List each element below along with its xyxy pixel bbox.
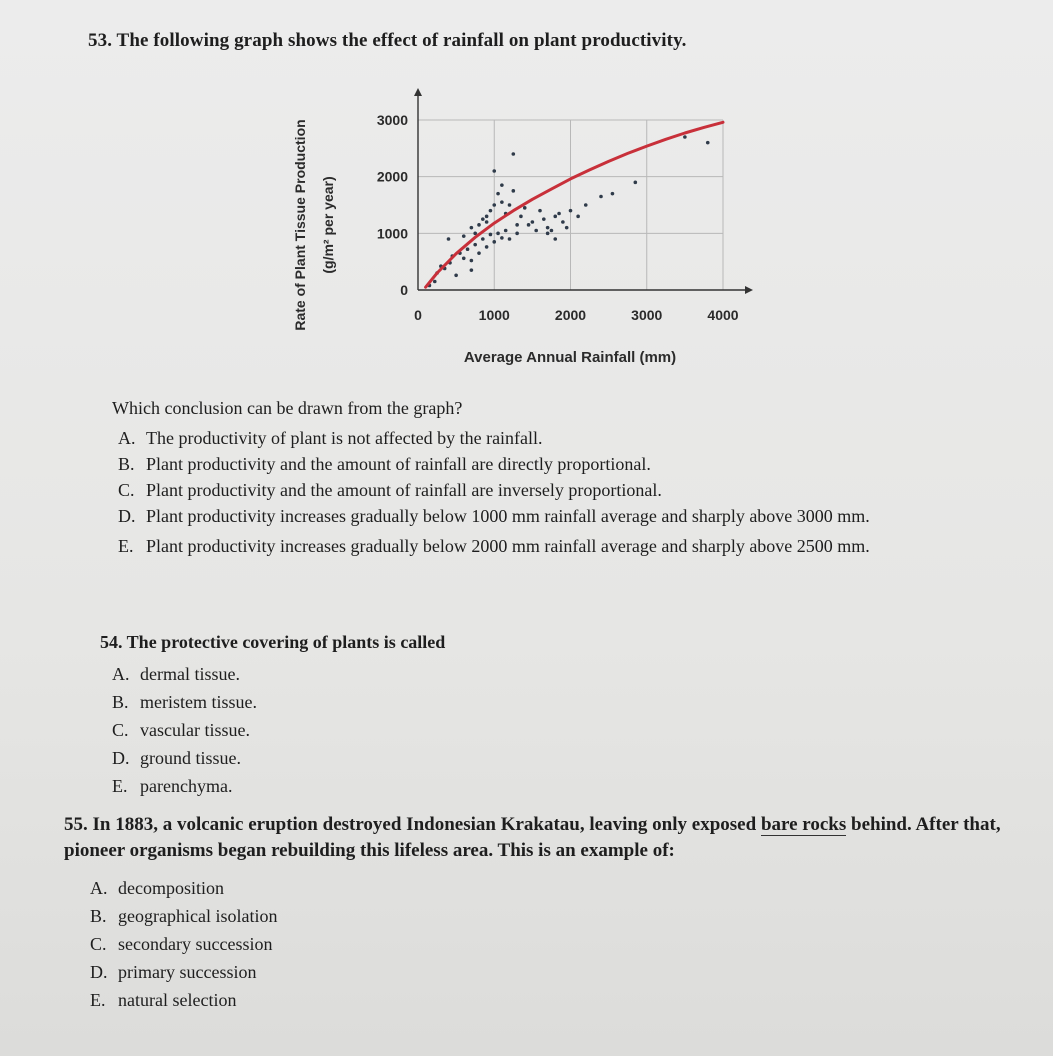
data-point [462, 256, 466, 260]
data-point [683, 135, 687, 139]
data-point [485, 220, 489, 224]
data-point [500, 200, 504, 204]
y-tick-label: 3000 [376, 112, 408, 128]
data-point [489, 233, 493, 237]
option-55-e[interactable] [90, 986, 277, 1014]
data-point [504, 229, 508, 233]
option-53-e[interactable] [118, 533, 1023, 559]
option-text: The productivity of plant is not affected by the rainfall. [146, 428, 543, 448]
question-55-title [64, 812, 1029, 864]
data-point [492, 169, 496, 173]
data-point [470, 226, 474, 230]
option-letter: A. [90, 878, 108, 898]
option-text: Plant productivity and the amount of rainfall are directly proportional. [146, 454, 651, 474]
option-letter: A. [118, 428, 136, 448]
data-point [481, 217, 485, 221]
data-point [531, 220, 535, 224]
data-point [565, 226, 569, 230]
data-point [462, 234, 466, 238]
option-letter: B. [112, 692, 129, 712]
q55-underlined-phrase: bare rocks [760, 814, 847, 835]
x-tick-label: 2000 [554, 307, 587, 323]
x-axis-label: Average Annual Rainfall (mm) [463, 349, 677, 366]
y-tick-label: 2000 [376, 168, 408, 185]
data-point [477, 251, 481, 255]
option-55-b[interactable] [90, 902, 277, 930]
data-point [553, 237, 557, 241]
data-point [512, 152, 516, 156]
option-55-c[interactable] [90, 930, 277, 958]
data-point [553, 215, 557, 219]
data-point [492, 203, 496, 207]
x-tick-label: 4000 [707, 307, 739, 323]
data-point [584, 203, 588, 207]
option-letter: A. [112, 664, 130, 684]
option-54-e[interactable] [112, 772, 257, 800]
data-point [500, 183, 504, 187]
option-text: dermal tissue. [140, 664, 240, 684]
option-54-d[interactable] [112, 744, 257, 772]
data-point [523, 206, 527, 210]
option-53-d[interactable] [118, 503, 1023, 529]
option-letter: E. [118, 536, 134, 556]
option-55-d[interactable] [90, 958, 277, 986]
data-point [447, 237, 451, 241]
option-text: Plant productivity increases gradually below 2000 mm rainfall average and sharply above 2500 mm. [146, 536, 870, 556]
y-axis-label: Rate of Plant Tissue Production [292, 119, 308, 331]
data-point [611, 192, 615, 196]
question-54-title: 54. The protective covering of plants is called [100, 632, 446, 652]
data-point [546, 226, 550, 230]
data-point [519, 215, 523, 219]
data-point [489, 209, 493, 213]
option-54-c[interactable] [112, 716, 257, 744]
x-tick-label: 0 [414, 307, 422, 323]
option-letter: C. [112, 720, 129, 740]
x-axis-arrow [745, 286, 753, 294]
data-point [477, 223, 481, 227]
data-point [515, 223, 519, 227]
data-point [576, 215, 580, 219]
y-tick-label: 1000 [376, 225, 408, 242]
option-55-a[interactable] [90, 874, 277, 902]
option-letter: E. [112, 776, 128, 796]
option-text: primary succession [118, 962, 257, 982]
option-53-c[interactable] [118, 477, 1023, 503]
option-letter: B. [118, 454, 135, 474]
data-point [473, 243, 477, 247]
question-53-options [118, 425, 1023, 559]
data-point [599, 195, 603, 199]
question-53-prompt: Which conclusion can be drawn from the graph? [112, 398, 463, 418]
data-point [515, 232, 519, 236]
data-point [546, 232, 550, 236]
y-tick-label: 0 [400, 282, 408, 298]
option-53-b[interactable] [118, 451, 1023, 477]
option-text: meristem tissue. [140, 692, 257, 712]
q55-text-2: behind. After that, pioneer organisms began rebuilding this lifeless area. This is an example of: [64, 814, 1001, 861]
option-text: secondary succession [118, 934, 273, 954]
data-point [561, 220, 565, 224]
q55-text-1: 55. In 1883, a volcanic eruption destroyed Indonesian Krakatau, leaving only exposed [64, 814, 761, 835]
data-point [496, 232, 500, 236]
trend-curve [426, 122, 723, 287]
option-text: ground tissue. [140, 748, 241, 768]
data-point [433, 280, 437, 284]
data-point [496, 192, 500, 196]
option-53-a[interactable] [118, 425, 1023, 451]
data-point [466, 247, 470, 251]
option-54-b[interactable] [112, 688, 257, 716]
data-point [492, 240, 496, 244]
y-axis-units: (g/m² per year) [320, 176, 336, 274]
question-53-title: 53. The following graph shows the effect of rainfall on plant productivity. [88, 30, 687, 51]
option-text: Plant productivity and the amount of rainfall are inversely proportional. [146, 480, 662, 500]
option-text: parenchyma. [140, 776, 233, 796]
x-tick-label: 1000 [478, 307, 510, 323]
x-tick-label: 3000 [631, 307, 663, 323]
data-point [485, 215, 489, 219]
data-point [512, 189, 516, 193]
data-point [470, 268, 474, 272]
data-point [557, 212, 561, 216]
data-point [550, 229, 554, 233]
data-point [527, 223, 531, 227]
data-point [470, 259, 474, 263]
data-point [634, 181, 638, 185]
option-letter: C. [90, 934, 107, 954]
option-letter: C. [118, 480, 135, 500]
option-54-a[interactable] [112, 660, 257, 688]
question-54-options [112, 660, 257, 800]
data-point [534, 229, 538, 233]
data-point [706, 141, 710, 145]
data-point [481, 237, 485, 241]
data-point [508, 237, 512, 241]
question-55-options [90, 874, 277, 1014]
data-point [542, 217, 546, 221]
data-point [538, 209, 542, 213]
option-text: Plant productivity increases gradually below 1000 mm rainfall average and sharply above 3000 mm. [146, 506, 870, 526]
option-text: vascular tissue. [140, 720, 250, 740]
chart-svg [280, 80, 760, 380]
data-point [485, 245, 489, 249]
option-letter: D. [112, 748, 130, 768]
option-text: geographical isolation [118, 906, 278, 926]
y-axis-arrow [414, 88, 422, 96]
option-letter: B. [90, 906, 107, 926]
option-text: decomposition [118, 878, 224, 898]
option-letter: E. [90, 990, 106, 1010]
data-point [508, 203, 512, 207]
data-point [569, 209, 573, 213]
option-letter: D. [90, 962, 108, 982]
data-point [500, 236, 504, 240]
data-point [454, 273, 458, 277]
rainfall-productivity-chart [280, 80, 760, 380]
option-letter: D. [118, 506, 136, 526]
option-text: natural selection [118, 990, 237, 1010]
